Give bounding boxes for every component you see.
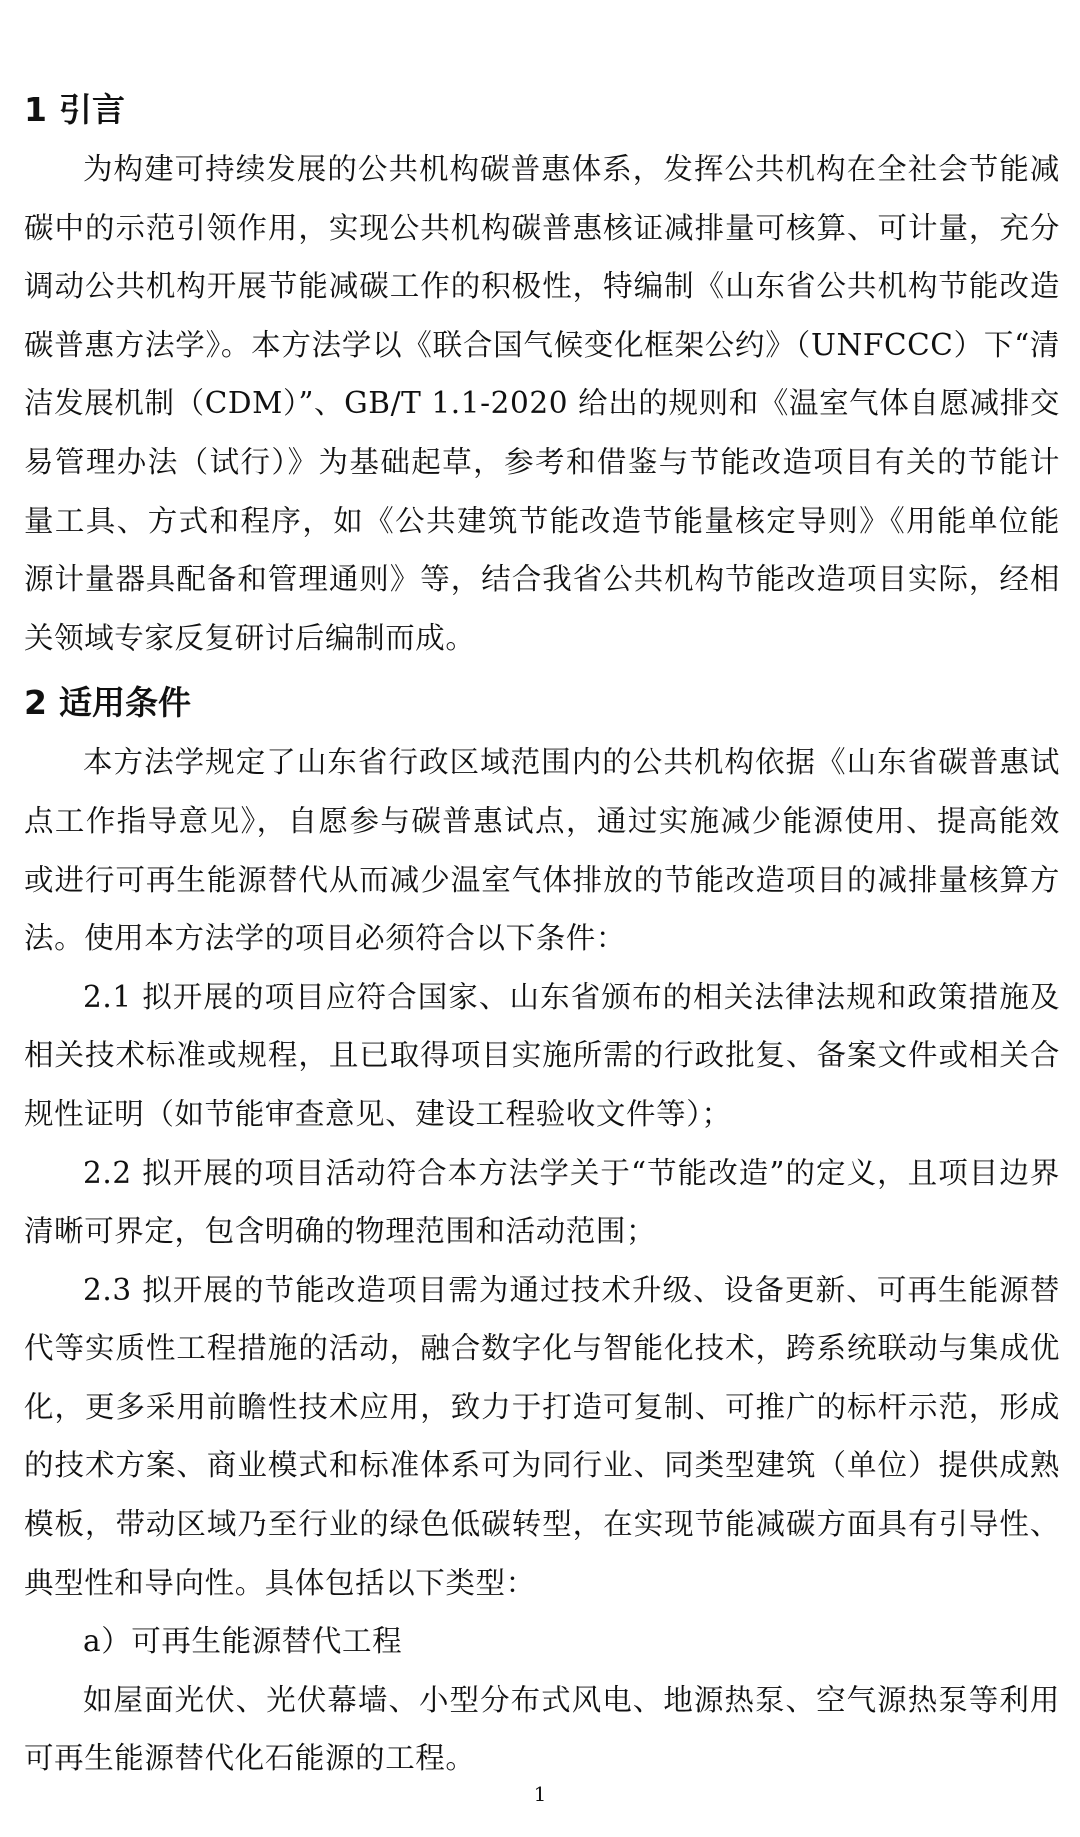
clause-2-2: 2.2 拟开展的项目活动符合本方法学关于“节能改造”的定义，且项目边界清晰可界定，包含明确的物理范围和活动范围； [24, 1155, 1060, 1249]
section-1-title: 引言 [58, 90, 125, 129]
section-2-title: 适用条件 [58, 683, 191, 723]
section-2-intro: 本方法学规定了山东省行政区域范围内的公共机构依据《山东省碳普惠试点工作指导意见》，自愿参与碳普惠试点，通过实施减少能源使用、提高能效或进行可再生能源替代从而减少温室气体排放的节能改造项目的减排量核算方法。使用本方法学的项目必须符合以下条件： [24, 745, 1060, 956]
section-1-paragraph: 为构建可持续发展的公共机构碳普惠体系，发挥公共机构在全社会节能减碳中的示范引领作用，实现公共机构碳普惠核证减排量可核算、可计量，充分调动公共机构开展节能减碳工作的积极性，特编制《山东省公共机构节能改造碳普惠方法学》。本方法学以《联合国气候变化框架公约》（UNFCCC）下“清洁发展机制（CDM）”、GB/T 1.1-2020 给出的规则和《温室气体自愿减排交易管理办法（试行）》为基础起草，参考和借鉴与节能改造项目有关的节能计量工具、方式和程序，如《公共建筑节能改造节能量核定导则》《用能单位能源计量器具配备和管理通则》等，结合我省公共机构节能改造项目实际，经相关领域专家反复研讨后编制而成。 [24, 152, 1060, 655]
clause-2-1: 2.1 拟开展的项目应符合国家、山东省颁布的相关法律法规和政策措施及相关技术标准或规程，且已取得项目实施所需的行政批复、备案文件或相关合规性证明（如节能审查意见、建设工程验收文件等）； [24, 979, 1060, 1131]
section-1-heading [24, 80, 1060, 140]
document-page [24, 80, 1060, 1788]
item-a-text: 如屋面光伏、光伏幕墙、小型分布式风电、地源热泵、空气源热泵等利用可再生能源替代化石能源的工程。 [24, 1682, 1060, 1776]
section-2-heading [24, 673, 1060, 733]
item-a-title: a）可再生能源替代工程 [83, 1624, 403, 1659]
section-1-number: 1 [24, 90, 47, 129]
clause-2-3: 2.3 拟开展的节能改造项目需为通过技术升级、设备更新、可再生能源替代等实质性工程措施的活动，融合数字化与智能化技术，跨系统联动与集成优化，更多采用前瞻性技术应用，致力于打造可复制、可推广的标杆示范，形成的技术方案、商业模式和标准体系可为同行业、同类型建筑（单位）提供成熟模板，带动区域乃至行业的绿色低碳转型，在实现节能减碳方面具有引导性、典型性和导向性。具体包括以下类型： [24, 1272, 1060, 1600]
page-number: 1 [533, 1782, 547, 1806]
section-2-number: 2 [24, 683, 47, 723]
